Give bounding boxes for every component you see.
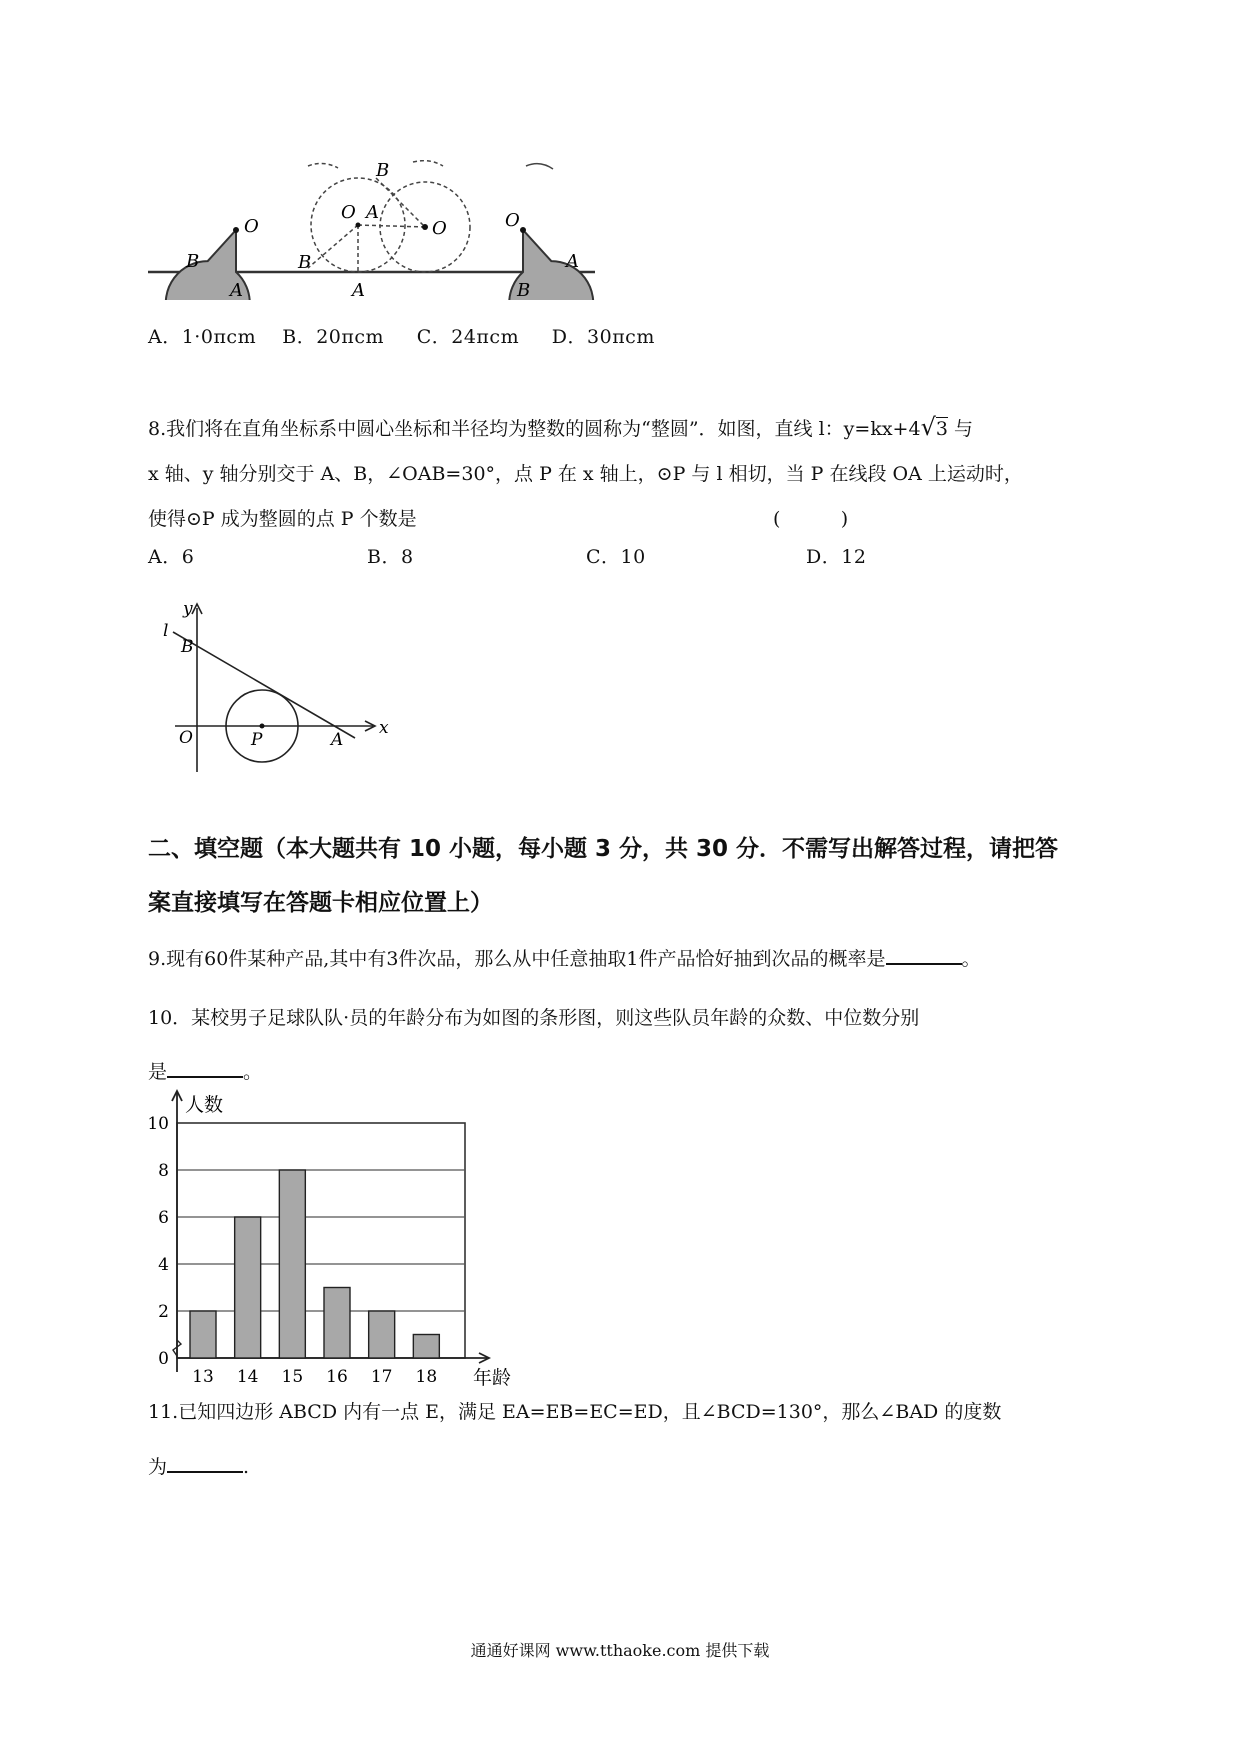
chart-bar (324, 1288, 350, 1359)
q7-p2-label-b-top: B (376, 160, 390, 181)
q8-line-1-end: 与 (953, 418, 973, 440)
q10-answer-blank[interactable] (167, 1056, 243, 1078)
chart-y-tick-label: 10 (147, 1114, 169, 1134)
q7-p1-bottom-left: B (186, 251, 200, 272)
chart-y-axis-title: 人数 (185, 1094, 224, 1116)
q10-end: 。 (243, 1061, 263, 1083)
q7-p2-label-o-right: O (432, 218, 447, 239)
q8-answer-paren: ( ) (773, 508, 849, 530)
q8-sqrt-sign: √ (920, 413, 936, 441)
chart-bar (190, 1311, 216, 1358)
q8-option-a: A．6 (148, 546, 195, 568)
q7-p3-center: O (505, 210, 520, 231)
q8-radical: 3 (935, 418, 948, 440)
q8-text (148, 405, 1108, 542)
chart-bar (279, 1170, 305, 1358)
q8-label-o: O (179, 728, 193, 748)
q7-p2-label-a-mid: A (366, 202, 379, 223)
section-2-heading-line-1: 二、填空题（本大题共有 10 小题，每小题 3 分，共 30 分．不需写出解答过程，请把答 (148, 836, 1059, 862)
chart-x-axis-title: 年龄 (473, 1367, 512, 1389)
chart-x-tick-label: 18 (415, 1367, 438, 1387)
q8-label-a: A (331, 730, 344, 750)
q8-line-2: x 轴、y 轴分别交于 A、B，∠OAB=30°，点 P 在 x 轴上，⊙P 与 l 相切，当 P 在线段 OA 上运动时， (148, 463, 1023, 485)
q7-p1-center: O (244, 216, 259, 237)
q7-p3-bottom-right: A (566, 251, 579, 272)
chart-x-tick-label: 16 (326, 1367, 348, 1387)
q11 (148, 1390, 1108, 1490)
q10-bar-chart (140, 1086, 520, 1396)
q7-figure (148, 160, 598, 300)
chart-bar (235, 1217, 261, 1358)
chart-bar (369, 1311, 395, 1358)
q8-label-x: x (379, 718, 389, 738)
q9-answer-blank[interactable] (886, 943, 962, 965)
q8-option-d: D．12 (806, 546, 867, 568)
q8-option-b: B．8 (367, 546, 414, 568)
page-footer: 通通好课网 www.tthaoke.com 提供下载 (470, 1641, 770, 1660)
q8-line-l (173, 632, 355, 738)
q8-line-3 (148, 497, 1108, 542)
q10-line-1: 10．某校男子足球队队·员的年龄分布为如图的条形图，则这些队员年龄的众数、中位数分别 (148, 1007, 920, 1029)
q11-line-2 (148, 1445, 1108, 1490)
q7-p2-label-a-foot: A (352, 280, 365, 300)
q11-answer-blank[interactable] (167, 1451, 243, 1473)
q7-p2-label-o-left: O (341, 202, 356, 223)
chart-x-tick-label: 14 (236, 1367, 259, 1387)
q11-line-2-text: 为 (148, 1456, 168, 1478)
q8-label-b: B (181, 637, 194, 657)
q8-label-p: P (251, 730, 263, 750)
q8-label-y: y (183, 600, 193, 619)
chart-x-tick-label: 15 (281, 1367, 304, 1387)
q8-line-3-text: 使得⊙P 成为整圆的点 P 个数是 (148, 508, 417, 530)
q8-line-1 (148, 405, 1108, 452)
q8-label-l: l (163, 621, 169, 641)
q11-line-1: 11.已知四边形 ABCD 内有一点 E，满足 EA=EB=EC=ED，且∠BCD=130°，那么∠BAD 的度数 (148, 1401, 1002, 1423)
chart-y-tick-label: 2 (158, 1302, 169, 1322)
q9 (148, 937, 981, 982)
section-2-heading (148, 822, 1108, 930)
chart-x-tick-label: 17 (370, 1367, 393, 1387)
chart-frame (177, 1123, 465, 1358)
chart-bar (413, 1335, 439, 1359)
q7-p3-foot: B (517, 280, 531, 300)
q11-end: . (243, 1456, 250, 1478)
q7-p1-foot: A (230, 280, 243, 300)
q10-line-2-text: 是 (148, 1061, 168, 1083)
q8-line-1-text: 8.我们将在直角坐标系中圆心坐标和半径均为整数的圆称为“整圆”．如图，直线 l：y=kx+4 (148, 418, 921, 440)
q8-option-c: C．10 (586, 546, 646, 568)
chart-y-tick-label: 0 (158, 1349, 169, 1369)
chart-y-tick-label: 8 (158, 1161, 169, 1181)
q9-text: 9.现有60件某种产品,其中有3件次品，那么从中任意抽取1件产品恰好抽到次品的概率是 (148, 948, 886, 970)
q9-end: 。 (961, 948, 981, 970)
q7-options: A．1·0πcm B．20πcm C．24πcm D．30πcm (148, 326, 655, 348)
q10 (148, 996, 1108, 1095)
chart-y-tick-label: 6 (158, 1208, 169, 1228)
chart-y-tick-label: 4 (158, 1255, 169, 1275)
section-2-heading-line-2: 案直接填写在答题卡相应位置上） (148, 890, 493, 916)
q7-p2-label-b-bottom: B (298, 252, 312, 273)
chart-x-tick-label: 13 (192, 1367, 214, 1387)
q8-figure (155, 600, 395, 780)
